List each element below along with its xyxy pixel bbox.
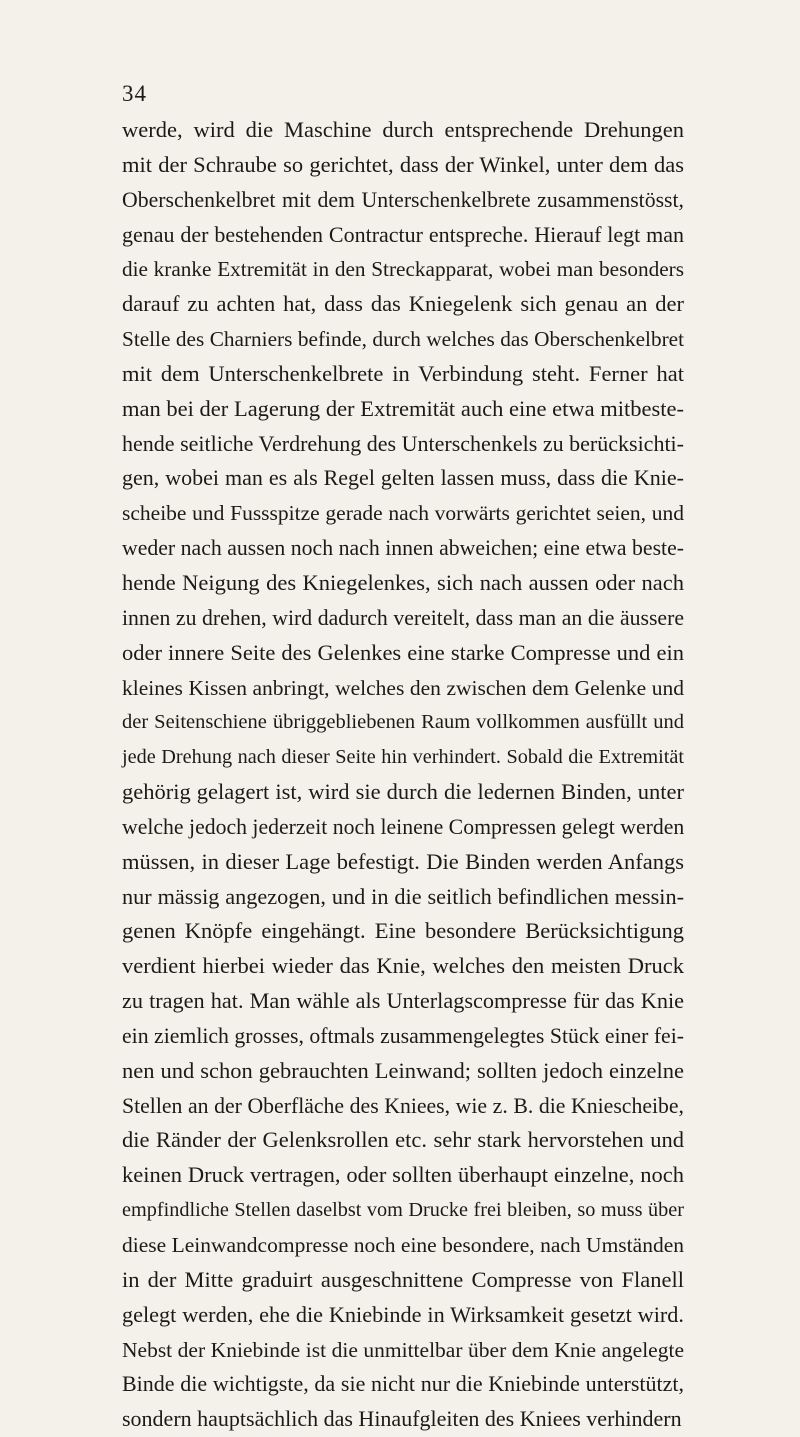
text-line: hende seitliche Verdrehung des Unterschenkels zu berücksichti- (122, 430, 684, 456)
text-line: diese Leinwandcompresse noch eine besondere, nach Umständen (122, 1233, 684, 1257)
text-line: Binde die wichtigste, da sie nicht nur die Kniebinde unterstützt, (122, 1371, 684, 1397)
text-line: kleines Kissen anbringt, welches den zwischen dem Gelenke und (122, 675, 684, 700)
body-text (122, 113, 684, 1437)
text-line: welche jedoch jederzeit noch leinene Compressen gelegt werden (122, 814, 685, 839)
text-line: Stellen an der Oberfläche des Kniees, wie z. B. die Kniescheibe, (122, 1093, 684, 1118)
text-line: man bei der Lagerung der Extremität auch eine etwa mitbeste- (122, 395, 684, 421)
text-line: in der Mitte graduirt ausgeschnittene Compresse von Flanell (122, 1266, 684, 1292)
text-line: nen und schon gebrauchten Leinwand; sollten jedoch einzelne (122, 1057, 684, 1083)
text-line: die kranke Extremität in den Streckapparat, wobei man besonders (122, 257, 684, 282)
text-line: mit der Schraube so gerichtet, dass der Winkel, unter dem das (122, 151, 684, 177)
text-line: mit dem Unterschenkelbrete in Verbindung steht. Ferner hat (122, 360, 684, 386)
text-line: gehörig gelagert ist, wird sie durch die ledernen Binden, unter (122, 779, 684, 805)
text-line: keinen Druck vertragen, oder sollten überhaupt einzelne, noch (122, 1162, 684, 1188)
text-line: werde, wird die Maschine durch entsprechende Drehungen (122, 117, 684, 142)
text-line: ein ziemlich grosses, oftmals zusammengelegtes Stück einer fei- (122, 1023, 684, 1048)
text-line: Nebst der Kniebinde ist die unmittelbar über dem Knie angelegte (122, 1337, 684, 1362)
text-line: jede Drehung nach dieser Seite hin verhindert. Sobald die Extremität (122, 746, 684, 769)
text-line: verdient hierbei wieder das Knie, welches den meisten Druck (122, 953, 684, 979)
text-line: müssen, in dieser Lage befestigt. Die Binden werden Anfangs (122, 848, 684, 874)
text-line: weder nach aussen noch nach innen abweichen; eine etwa beste- (122, 536, 684, 561)
text-line: gelegt werden, ehe die Kniebinde in Wirksamkeit gesetzt wird. (122, 1301, 684, 1327)
text-line: der Seitenschiene übriggebliebenen Raum vollkommen ausfüllt und (122, 711, 684, 734)
page-number: 34 (122, 81, 147, 106)
text-line: die Ränder der Gelenksrollen etc. sehr stark hervorstehen und (122, 1127, 684, 1153)
text-line: genen Knöpfe eingehängt. Eine besondere Berücksichtigung (122, 918, 684, 944)
text-line: darauf zu achten hat, dass das Kniegelenk sich genau an der (122, 291, 684, 317)
text-line: oder innere Seite des Gelenkes eine starke Compresse und ein (122, 639, 684, 665)
text-line: genau der bestehenden Contractur entspreche. Hierauf legt man (122, 221, 684, 247)
text-line: nur mässig angezogen, und in die seitlich befindlichen messin- (122, 883, 684, 909)
text-line: empfindliche Stellen daselbst vom Drucke frei bleiben, so muss über (122, 1199, 684, 1222)
text-line: innen zu drehen, wird dadurch vereitelt, dass man an die äussere (122, 605, 684, 630)
text-line: Stelle des Charniers befinde, durch welches das Oberschenkelbret (122, 327, 684, 352)
text-line: hende Neigung des Kniegelenkes, sich nach aussen oder nach (122, 569, 684, 595)
text-line: zu tragen hat. Man wähle als Unterlagscompresse für das Knie (122, 988, 684, 1014)
text-line: Oberschenkelbret mit dem Unterschenkelbrete zusammenstösst, (122, 187, 684, 212)
text-line: gen, wobei man es als Regel gelten lassen muss, dass die Knie- (122, 465, 684, 491)
text-line: scheibe und Fussspitze gerade nach vorwärts gerichtet seien, und (122, 501, 684, 526)
text-line: sondern hauptsächlich das Hinaufgleiten des Kniees verhindern (122, 1406, 682, 1432)
